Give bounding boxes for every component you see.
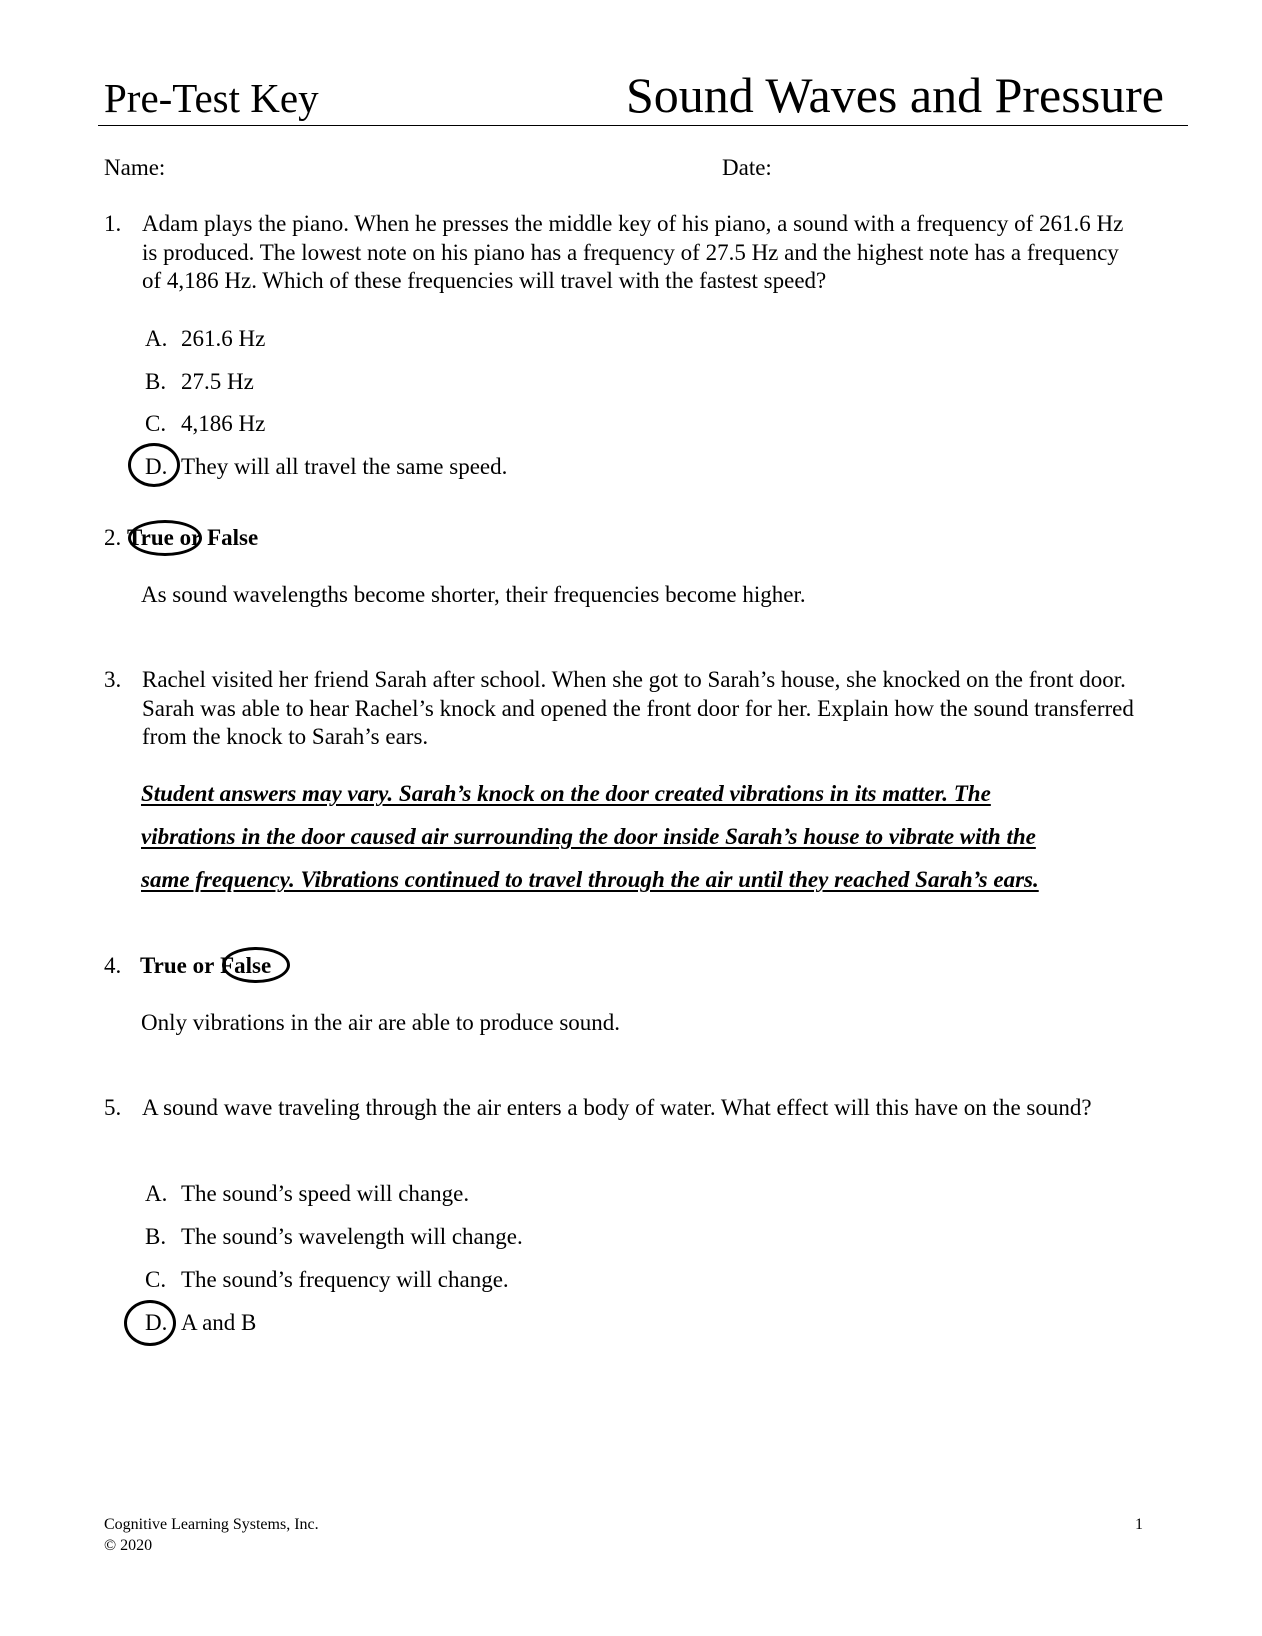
question-number: 3. — [104, 667, 122, 692]
option-letter: D. — [145, 1310, 168, 1335]
answer-circle — [124, 1300, 176, 1346]
option-b — [145, 1223, 523, 1251]
question-text: A sound wave traveling through the air enters a body of water. What effect will this have on the sound? — [142, 1095, 1092, 1120]
option-letter: A. — [145, 326, 168, 351]
header-rule — [98, 125, 1188, 126]
option-letter: A. — [145, 1181, 168, 1206]
option-letter: C. — [145, 1267, 167, 1292]
question-number: 4. — [104, 953, 122, 978]
option-text: 261.6 Hz — [181, 326, 266, 351]
answer-circle — [128, 520, 202, 556]
date-label: Date: — [722, 155, 772, 180]
or-label: or — [192, 953, 215, 978]
option-d — [145, 453, 507, 481]
page-number: 1 — [1135, 1516, 1143, 1533]
option-letter: B. — [145, 1224, 167, 1249]
option-b — [145, 368, 254, 396]
answer-line: same frequency. Vibrations continued to travel through the air until they reached Sarah’s ears. — [141, 867, 1039, 892]
option-c — [145, 1266, 509, 1294]
question-3 — [104, 666, 1142, 752]
option-letter: D. — [145, 454, 168, 479]
answer-line: Student answers may vary. Sarah’s knock on the door created vibrations in its matter. The — [141, 781, 991, 806]
false-option: False — [207, 525, 259, 550]
option-text: They will all travel the same speed. — [181, 454, 508, 479]
option-a — [145, 1180, 469, 1208]
question-5 — [104, 1094, 1142, 1123]
option-text: A and B — [181, 1310, 257, 1335]
option-text: The sound’s frequency will change. — [181, 1267, 509, 1292]
true-option: True — [140, 953, 187, 978]
option-letter: B. — [145, 369, 167, 394]
question-text: Rachel visited her friend Sarah after school. When she got to Sarah’s house, she knocked on the front door. Sarah was able to hear Rachel’s knock and opened the front door for her. Explain how the sound transferred from the knock to Sarah’s ears. — [142, 667, 1134, 749]
option-text: The sound’s speed will change. — [181, 1181, 470, 1206]
question-1 — [104, 210, 1142, 296]
question-number: 2. — [104, 525, 122, 550]
option-c — [145, 410, 265, 438]
answer-circle — [128, 443, 180, 487]
option-text: 4,186 Hz — [181, 411, 266, 436]
true-option: True — [127, 525, 174, 550]
question-number: 5. — [104, 1095, 122, 1120]
answer-line: vibrations in the door caused air surrounding the door inside Sarah’s house to vibrate with the — [141, 824, 1036, 849]
document-title: Sound Waves and Pressure — [625, 67, 1164, 123]
pretest-key-title: Pre-Test Key — [104, 75, 319, 121]
option-letter: C. — [145, 411, 167, 436]
answer-circle — [222, 947, 290, 983]
question-text: Adam plays the piano. When he presses the middle key of his piano, a sound with a frequency of 261.6 Hz is produced. The lowest note on his piano has a frequency of 27.5 Hz and the highest note has a frequency of 4,186 Hz. Which of these frequencies will travel with the fastest speed? — [142, 211, 1124, 293]
option-text: 27.5 Hz — [181, 369, 254, 394]
false-option: False — [220, 953, 272, 978]
option-a — [145, 325, 265, 353]
footer-company: Cognitive Learning Systems, Inc. — [104, 1516, 319, 1533]
question-statement: Only vibrations in the air are able to produce sound. — [141, 1010, 621, 1035]
option-text: The sound’s wavelength will change. — [181, 1224, 523, 1249]
question-number: 1. — [104, 211, 122, 236]
or-label: or — [179, 525, 202, 550]
question-statement: As sound wavelengths become shorter, their frequencies become higher. — [141, 582, 806, 607]
footer-copyright: © 2020 — [104, 1537, 153, 1554]
name-label: Name: — [104, 155, 166, 180]
